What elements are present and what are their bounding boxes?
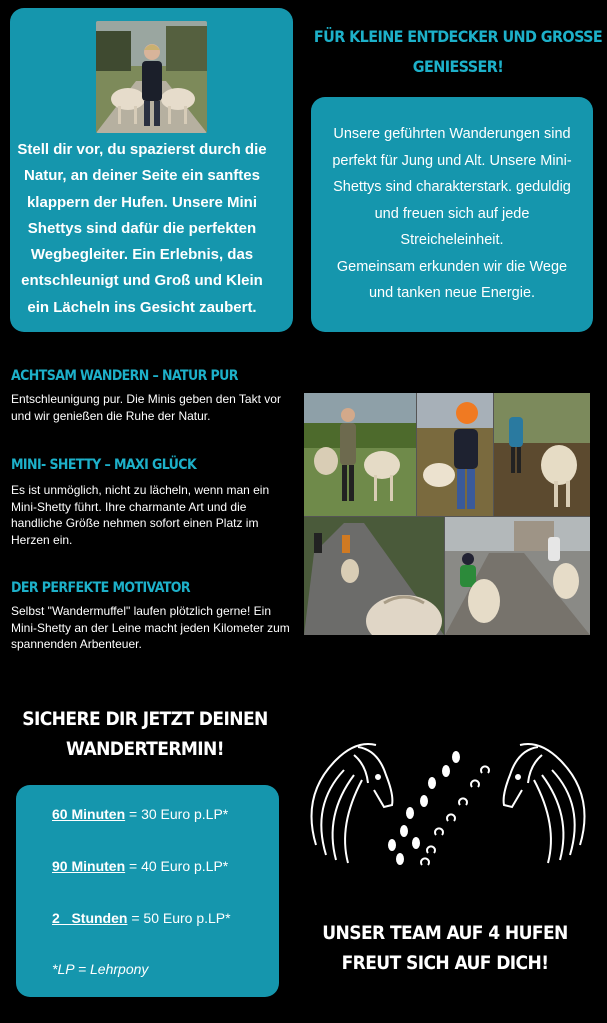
collage-photo-2 bbox=[417, 393, 493, 516]
price-duration-2h[interactable]: 2 Stunden bbox=[52, 910, 128, 926]
price-duration-60[interactable]: 60 Minuten bbox=[52, 806, 126, 822]
owner-with-ponies-photo bbox=[96, 21, 207, 133]
family-title bbox=[308, 22, 607, 82]
team-title-line2: FREUT SICH AUF DICH! bbox=[341, 952, 549, 974]
price-value-90: = 40 Euro p.LP* bbox=[129, 858, 229, 874]
family-title-line2: GENIESSER! bbox=[412, 57, 504, 76]
section-text-motivator: Selbst "Wandermuffel" laufen plötzlich gerne! Ein Mini-Shetty an der Leine macht jeden Kilometer zum spannenden Arbenteuer. bbox=[11, 604, 290, 651]
cta-title-line2: WANDERTERMIN! bbox=[66, 738, 224, 760]
team-title bbox=[305, 918, 585, 978]
family-text: Unsere geführten Wanderungen sind perfekt für Jung und Alt. Unsere Mini-Shettys sind charakterstark. geduldig und freuen sich auf jede Streicheleinheit. bbox=[332, 126, 572, 248]
collage-photo-3 bbox=[494, 393, 590, 516]
team-title-line1: UNSER TEAM AUF 4 HUFEN bbox=[322, 922, 568, 944]
collage-photo-1 bbox=[304, 393, 416, 516]
cta-title-line1: SICHERE DIR JETZT DEINEN bbox=[22, 708, 268, 730]
section-title-achtsam: ACHTSAM WANDERN – NATUR PUR bbox=[11, 368, 238, 384]
right-pony-head-icon bbox=[504, 744, 585, 863]
family-text-2: Gemeinsam erkunden wir die Wege und tanken neue Energie. bbox=[336, 258, 568, 301]
family-title-line1: FÜR KLEINE ENTDECKER UND GROSSE bbox=[313, 27, 603, 46]
section-text-achtsam: Entschleunigung pur. Die Minis geben den Takt vor und wir genießen die Ruhe der Natur. bbox=[11, 392, 281, 423]
price-row-90 bbox=[52, 858, 228, 874]
intro-card bbox=[10, 8, 293, 332]
section-text-mini-shetty: Es ist unmöglich, nicht zu lächeln, wenn man ein Mini-Shetty führt. Ihre charmante Art und die handliche Größe nehmen sofort einen Platz im Herzen ein. bbox=[11, 483, 270, 547]
section-title-mini-shetty: MINI- SHETTY – MAXI GLÜCK bbox=[11, 457, 197, 473]
price-card bbox=[16, 785, 279, 997]
hiking-photo-collage bbox=[304, 393, 590, 635]
family-text-block bbox=[325, 121, 579, 307]
pony-hoofprint-illustration bbox=[296, 735, 600, 880]
hoofprint-trail-icon bbox=[388, 751, 460, 865]
section-title-motivator: DER PERFEKTE MOTIVATOR bbox=[11, 580, 191, 596]
price-value-2h: = 50 Euro p.LP* bbox=[131, 910, 231, 926]
cta-title bbox=[10, 704, 280, 764]
price-note: *LP = Lehrpony bbox=[52, 961, 149, 977]
collage-photo-5 bbox=[445, 517, 590, 635]
price-row-2h bbox=[52, 910, 231, 926]
price-duration-90[interactable]: 90 Minuten bbox=[52, 858, 126, 874]
left-pony-head-icon bbox=[312, 744, 393, 863]
family-card bbox=[311, 97, 593, 332]
price-row-60 bbox=[52, 806, 228, 822]
collage-photo-4 bbox=[304, 517, 444, 635]
price-value-60: = 30 Euro p.LP* bbox=[129, 806, 229, 822]
intro-text: Stell dir vor, du spazierst durch die Natur, an deiner Seite ein sanftes klappern der Hufen. Unsere Mini Shettys sind dafür die perfekten Wegbegleiter. Ein Erlebnis, das entschleunigt und Groß und Klein ein Lächeln ins Gesicht zaubert. bbox=[17, 141, 267, 316]
